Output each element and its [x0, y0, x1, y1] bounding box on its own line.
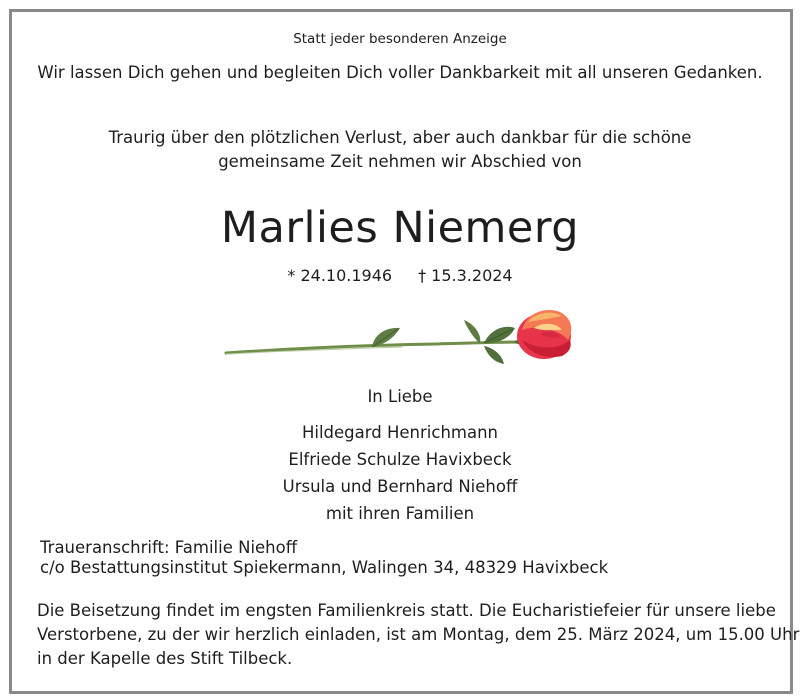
closing-line-3: in der Kapelle des Stift Tilbeck.: [37, 649, 293, 668]
in-love-text: In Liebe: [367, 387, 433, 406]
intro-line-2: gemeinsame Zeit nehmen wir Abschied von: [218, 152, 582, 171]
mourner-1: Hildegard Henrichmann: [301, 423, 498, 442]
birth-date: * 24.10.1946: [287, 266, 393, 285]
closing-line-1: Die Beisetzung findet im engsten Familienkreis statt. Die Eucharistiefeier für unsere liebe: [37, 601, 776, 620]
mourner-3: Ursula und Bernhard Niehoff: [282, 477, 518, 496]
mourner-4: mit ihren Familien: [325, 504, 475, 523]
life-dates: [0, 266, 800, 285]
intro-line-1: Traurig über den plötzlichen Verlust, aber auch dankbar für die schöne: [108, 128, 692, 147]
opening-text: Wir lassen Dich gehen und begleiten Dich voller Dankbarkeit mit all unseren Gedanken.: [37, 63, 763, 82]
notice-header: Statt jeder besonderen Anzeige: [293, 31, 507, 47]
address-line-2: c/o Bestattungsinstitut Spiekermann, Walingen 34, 48329 Havixbeck: [40, 558, 609, 577]
death-date: † 15.3.2024: [418, 266, 513, 285]
address-line-1: Traueranschrift: Familie Niehoff: [40, 538, 298, 557]
mourner-2: Elfriede Schulze Havixbeck: [288, 450, 512, 469]
deceased-name: Marlies Niemerg: [220, 203, 580, 253]
closing-line-2: Verstorbene, zu der wir herzlich einladen, ist am Montag, dem 25. März 2024, um 15.00 Uhr: [37, 625, 800, 644]
rose-icon: [222, 300, 582, 375]
